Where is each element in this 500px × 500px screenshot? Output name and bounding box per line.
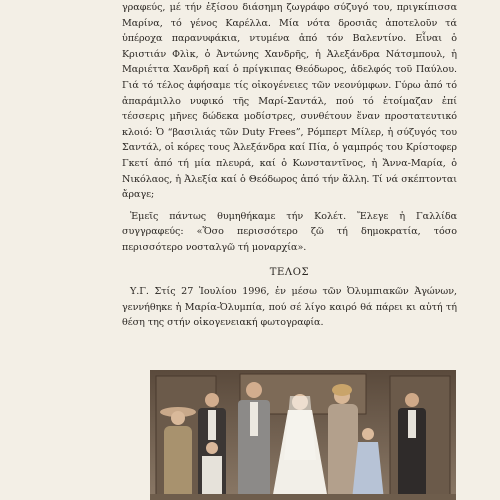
paragraph-main: γραφεύς, μέ τήν ἐξίσου διάσημη ζωγράφο σύζυγό του, πριγκίπισσα Μαρίνα, τό γένος Καρέλλα. Μία νότα δροσιᾶς ἀποτελοῦν τά ὑπέροχα παρανυφάκια, ντυμένα ἀπό τόν Βαλεντίνο. Εἶναι ὁ Κριστιάν Φλὶκ, ὁ Ἀντώνης Χανδρῆς, ἡ Ἀλεξάνδρα Νάτσμπουλ, ἡ Μαριέττα Χανδρῆ καί ὁ πρίγκιπας Θεόδωρος, ἀδελφός τοῦ Παύλου. Γιά τό τέλος ἀφήσαμε τίς οἰκογένειες τῶν νεονύμφων. Γύρω ἀπό τό ἀπαράμιλλο νυφικό τῆς Μαρί-Σαντάλ, πού τό ἑτοίμαζαν ἐπί τέσσερις μῆνες δώδεκα μοδίστρες, συνθέτουν ἕναν προστατευτικό κλοιό: Ὁ “βασιλιάς τῶν Duty Frees”, Ρόμπερτ Μίλερ, ἡ σύζυγός του Σαντάλ, οἱ κόρες τους Ἀλεξάνδρα καί Πία, ὁ γαμπρός του Κρίστοφερ Γκετί ἀπό τή μία πλευρά, καί ὁ Κωνσταντῖνος, ἡ Ἄννα-Μαρία, ὁ Νικόλαος, ἡ Ἀλεξία καί ὁ Θεόδωρος ἀπό τήν ἄλλη. Τί νά σκέπτονται ἄραγε; (122, 2, 457, 201)
article-text (122, 0, 457, 331)
wedding-photo (150, 370, 456, 500)
postscript-paragraph: Υ.Γ. Στίς 27 Ἰουλίου 1996, ἐν μέσω τῶν Ὀλυμπιακῶν Ἀγώνων, γεννήθηκε ἡ Μαρία-Ὀλυμπία, πού σέ λίγο καιρό θά πάρει κι αὐτή τή θέση της στήν οἰκογενειακή φωτογραφία. (122, 286, 457, 329)
paragraph-colette: Ἐμεῖς πάντως θυμηθήκαμε τήν Κολέτ. Ἔλεγε ἡ Γαλλίδα συγγραφεύς: «Ὅσο περισσότερο ζῶ τή δημοκρατία, τόσο περισσότερο νοσταλγῶ τή μοναρχία». (122, 210, 457, 253)
section-heading: ΤΕΛΟΣ (269, 266, 310, 278)
wedding-photo-image (150, 370, 456, 500)
